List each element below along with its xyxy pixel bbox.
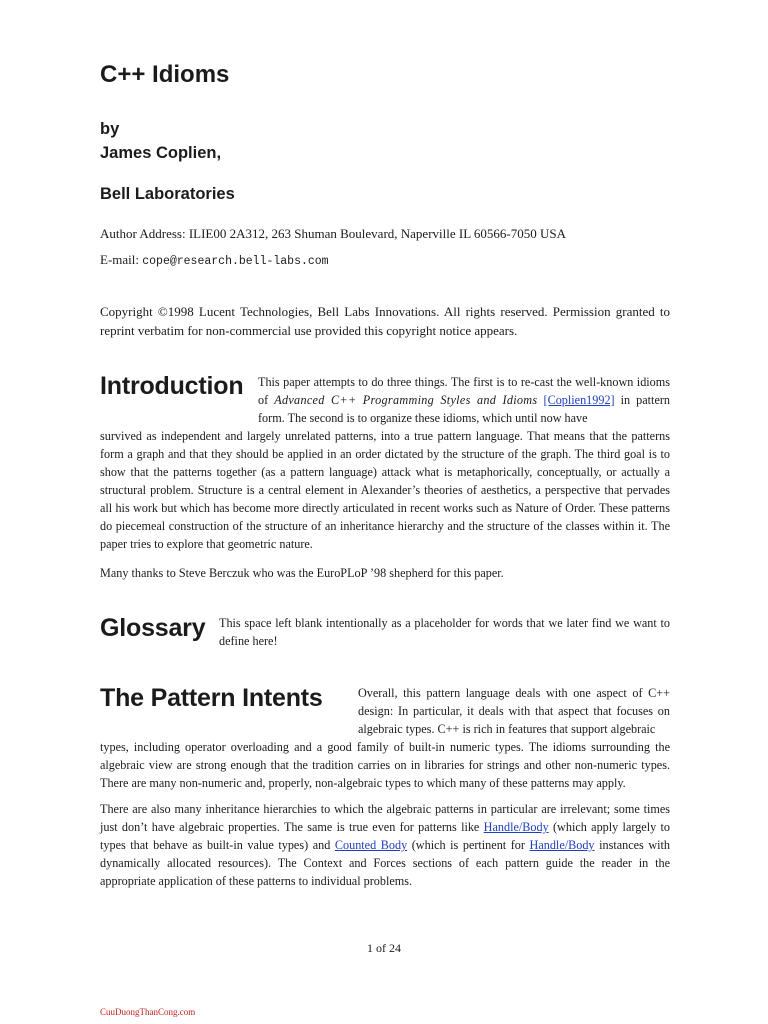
introduction-paragraph-body: survived as independent and largely unrelated patterns, into a true pattern language. That means that the patterns form a graph and that they should be applied in an order dictated by the structure of the graph. The third goal is to show that the patterns together (as a pattern language) attack what is metaphorically, conceptually, or actually a structural problem. Structure is a central element in Alexander’s theories of aesthetics, a perspective that pervades all his work but which has become more directly articulated in recent works such as Nature of Order. These patterns do piecemeal construction of the structure of an inheritance hierarchy and the structure of the classes within it. The paper tries to explore that geometric nature. xyxy=(100,429,670,551)
section-heading-pattern-intents: The Pattern Intents xyxy=(100,684,323,712)
email-label: E-mail: xyxy=(100,252,143,267)
intents-text-d: instances with dynamically allocated resources). The Context and Forces sections of each pattern guide the reader in the appropriate application of these patterns to individual problems. xyxy=(100,838,671,888)
acknowledgement: Many thanks to Steve Berczuk who was the EuroPLoP ’98 shepherd for this paper. xyxy=(100,566,504,580)
author-address: Author Address: ILIE00 2A312, 263 Shuman Boulevard, Naperville IL 60566-7050 USA xyxy=(100,226,567,241)
glossary-text: This space left blank intentionally as a placeholder for words that we later find we want to define here! xyxy=(219,616,670,648)
pattern-intents-paragraph-side: Overall, this pattern language deals with one aspect of C++ design: In particular, it deals with that aspect that focuses on algebraic types. C++ is rich in features that support algebraic xyxy=(358,686,670,736)
intro-text-1: This paper attempts to do three things. The first is to re-cast the well-known idioms of xyxy=(258,375,670,407)
email-address: cope@research.bell-labs.com xyxy=(142,255,329,268)
author-name: James Coplien, xyxy=(100,144,222,162)
introduction-paragraph-side xyxy=(258,373,670,427)
link-handle-body-2[interactable]: Handle/Body xyxy=(529,838,595,852)
author-organization: Bell Laboratories xyxy=(100,185,235,203)
intents-text-a: There are also many inheritance hierarchies to which the algebraic patterns in particular are irrelevant; some times just don’t have algebraic properties. The same is true even for patterns like xyxy=(100,802,670,834)
citation-link-coplien1992[interactable]: [Coplien1992] xyxy=(543,393,615,407)
byline-by: by xyxy=(100,120,120,138)
intro-text-2: in pattern form. The second is to organize these idioms, which until now have xyxy=(258,393,671,425)
intents-text-c: (which is pertinent for xyxy=(407,838,530,852)
section-heading-introduction: Introduction xyxy=(100,372,244,400)
page-number: 1 of 24 xyxy=(367,941,401,955)
link-counted-body[interactable]: Counted Body xyxy=(334,838,408,852)
section-heading-glossary: Glossary xyxy=(100,614,206,642)
link-handle-body[interactable]: Handle/Body xyxy=(483,820,549,834)
pattern-intents-paragraph-body: types, including operator overloading and a good family of built-in numeric types. The idioms surrounding the algebraic view are strong enough that the tradition carries on in libraries for strings and other non-numeric types. There are many non-numeric and, properly, non-algebraic types to which many of these patterns may apply. xyxy=(100,740,670,790)
pattern-intents-paragraph-2 xyxy=(100,800,670,890)
intents-text-b: (which apply largely to types that behave as built-in value types) and xyxy=(100,820,670,852)
copyright-notice: Copyright ©1998 Lucent Technologies, Bell Labs Innovations. All rights reserved. Permission granted to reprint verbatim for non-commercial use provided this copyright notice appears. xyxy=(100,304,670,338)
book-title: Advanced C++ Programming Styles and Idioms xyxy=(274,393,538,407)
paper-title: C++ Idioms xyxy=(100,61,230,88)
footer-watermark: CuuDuongThanCong.com xyxy=(100,1007,196,1017)
author-email xyxy=(100,251,329,271)
